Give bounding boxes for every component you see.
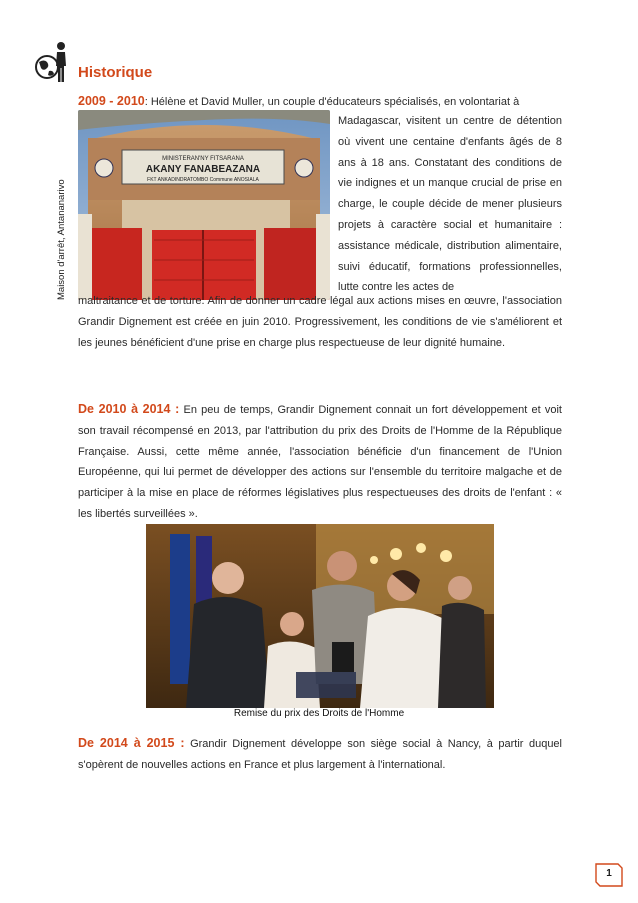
- award-photo-caption: Remise du prix des Droits de l'Homme: [233, 708, 405, 719]
- section-heading-2009: 2009 - 2010: [78, 94, 145, 108]
- sign-line-1: MINISTERAN'NY FITSARANA: [162, 156, 244, 162]
- section-heading-2010: De 2010 à 2014 :: [78, 402, 180, 416]
- person-globe-icon: [34, 40, 74, 84]
- page-number: 1: [606, 868, 612, 879]
- section-2010-text: En peu de temps, Grandir Dignement connait un fort développement et voit son travail récompensé en 2013, par l'attribution du prix des Droits de l'Homme de la République Française. Aussi, cette même année, l'association bénéficie d'un financement de l'Union Européenne, qui lui permet de développer des actions sur l'ensemble du territoire malgache et de participer à la mise en place de réformes législatives plus respectueuses des droits de l'enfant : « les libertés surveillées ».: [78, 404, 562, 520]
- photo-caption-vertical: Maison d'arrêt, Antananarivo: [56, 179, 67, 300]
- section-intro-text: : Hélène et David Muller, un couple d'éducateurs spécialisés, en volontariat à: [144, 96, 520, 108]
- award-photo: [146, 524, 494, 708]
- sign-line-3: FKT ANKADINDRATOMBO Commune ANOSIALA: [147, 177, 259, 183]
- section-float-text: Madagascar, visitent un centre de détention où vivent une centaine d'enfants âgés de 8 ans à 18 ans. Constatant des conditions de vie indignes et un manque crucial de prise en charge, le couple décide de mener plusieurs projets à caractère social et humanitaire : assistance médicale, distribution alimentaire, suivi éducatif, formations professionnelles, lutte contre les actes de: [338, 115, 562, 294]
- section-heading-2014: De 2014 à 2015 :: [78, 736, 185, 750]
- section-2010-2014: [78, 399, 562, 525]
- sign-line-2: AKANY FANABEAZANA: [145, 164, 261, 175]
- prison-photo: [78, 110, 330, 300]
- page-title: Historique: [78, 64, 153, 81]
- section-2014-2015: [78, 733, 562, 776]
- section-continued-text: maltraitance et de torture. Afin de donner un cadre légal aux actions mises en œuvre, l'association Grandir Dignement est créée en juin 2010. Progressivement, les conditions de vie s'améliorent et les jeunes bénéficient d'une prise en charge plus respectueuse de leur dignité humaine.: [78, 295, 562, 349]
- section-2014-text: Grandir Dignement développe son siège social à Nancy, à partir duquel s'opèrent de nouvelles actions en France et plus largement à l'international.: [78, 738, 562, 771]
